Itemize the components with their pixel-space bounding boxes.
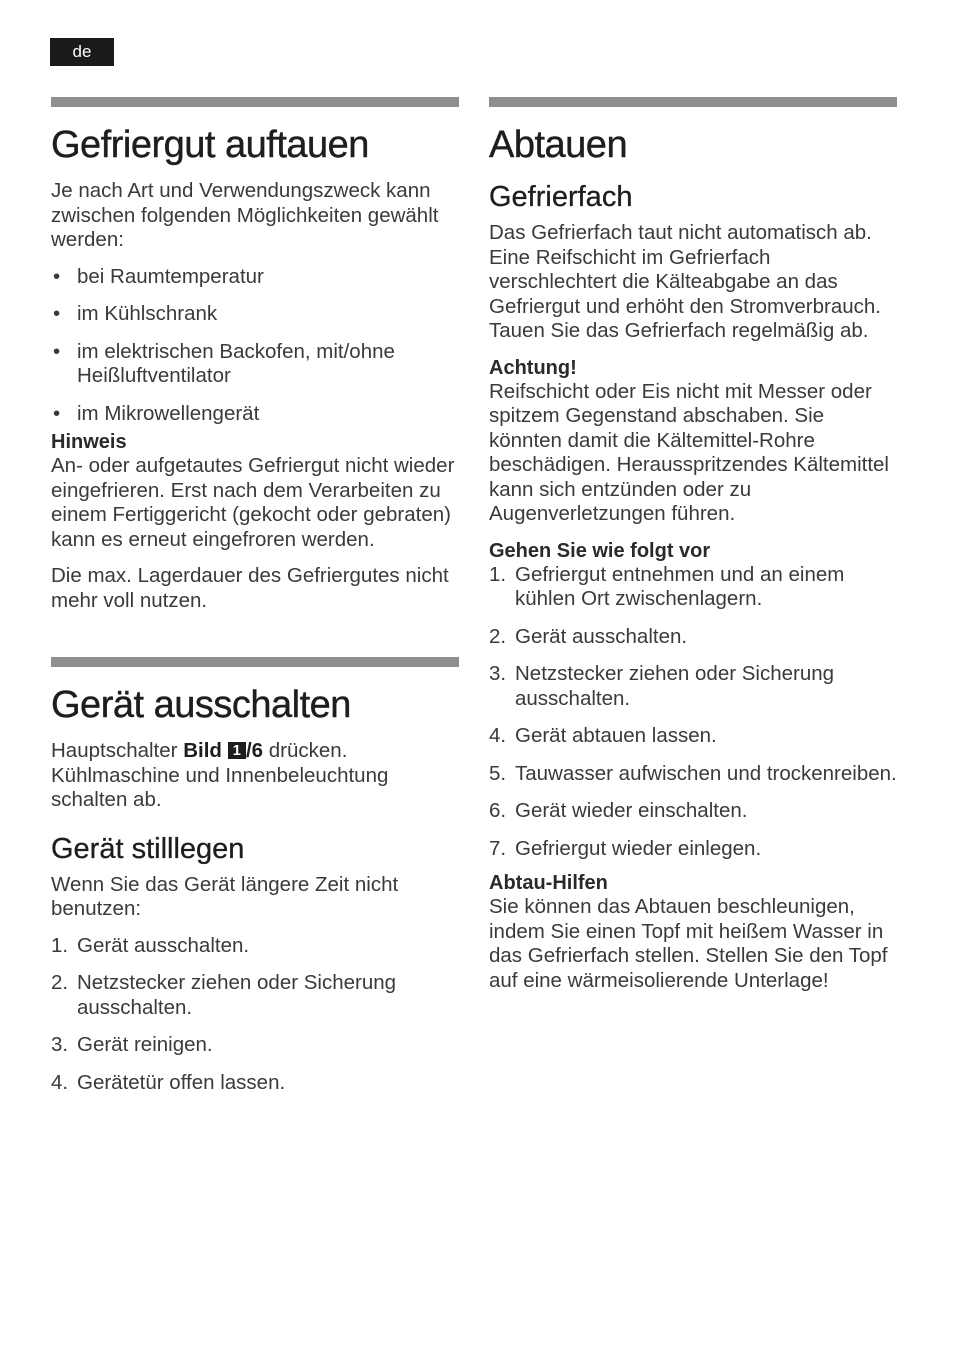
list-item: 7. Gefriergut wieder einlegen.	[489, 836, 762, 860]
defrost-steps-list	[489, 563, 897, 862]
shutdown-intro: Wenn Sie das Gerät längere Zeit nicht benutzen:	[51, 872, 399, 920]
list-item: 1. Gerät ausschalten.	[51, 933, 250, 957]
list-item: 1. Gefriergut entnehmen und an einem kühlen Ort zwischenlagern.	[489, 562, 845, 610]
defrost-title: Abtauen	[489, 124, 628, 166]
freezer-text: Das Gefrierfach taut nicht automatisch ab. Eine Reifschicht im Gefrierfach verschlechtert die Kälteabgabe an das Gefriergut und erhöht den Stromverbrauch. Tauen Sie das Gefrierfach regelmäßig ab.	[489, 221, 881, 342]
right-column	[489, 97, 897, 1005]
list-item: 5. Tauwasser aufwischen und trockenreiben.	[489, 761, 897, 785]
switch-off-text: Hauptschalter Bild 1 /6 drücken. Kühlmaschine und Innenbeleuchtung schalten ab.	[51, 739, 389, 811]
aids-text: Sie können das Abtauen beschleunigen, indem Sie einen Topf mit heißem Wasser in das Gefrierfach stellen. Stellen Sie den Topf auf eine wärmeisolierende Unterlage!	[489, 895, 888, 992]
language-tag: de	[50, 38, 114, 66]
list-item: 4. Gerät abtauen lassen.	[489, 724, 717, 747]
list-item: 3. Netzstecker ziehen oder Sicherung ausschalten.	[489, 662, 835, 710]
thaw-intro: Je nach Art und Verwendungszweck kann zwischen folgenden Möglichkeiten gewählt werden:	[51, 179, 439, 251]
bullet-icon: •	[53, 264, 61, 288]
switch-off-title: Gerät ausschalten	[51, 684, 351, 726]
list-item: 2. Gerät ausschalten.	[489, 624, 688, 648]
freezer-title: Gefrierfach	[489, 181, 633, 213]
shutdown-steps-list	[51, 934, 459, 1096]
bullet-icon: •	[53, 302, 61, 325]
figure-number-badge: 1	[228, 742, 246, 759]
shutdown-title: Gerät stilllegen	[51, 832, 245, 865]
list-item: • im Kühlschrank	[53, 302, 218, 325]
list-item: • im elektrischen Backofen, mit/ohne Heißluftventilator	[53, 339, 395, 387]
list-item: 6. Gerät wieder einschalten.	[489, 799, 748, 822]
storage-text: Die max. Lagerdauer des Gefriergutes nicht mehr voll nutzen.	[51, 564, 449, 612]
aids-heading: Abtau-Hilfen	[489, 872, 608, 894]
list-item: 2. Netzstecker ziehen oder Sicherung ausschalten.	[51, 971, 397, 1019]
figure-reference: Bild 1 /6	[183, 739, 264, 762]
warning-heading: Achtung!	[489, 356, 577, 379]
procedure-heading: Gehen Sie wie folgt vor	[489, 539, 711, 562]
list-item: 4. Gerätetür offen lassen.	[51, 1070, 286, 1094]
list-item: • bei Raumtemperatur	[53, 264, 264, 288]
list-item: • im Mikrowellengerät	[53, 401, 260, 425]
note-text: An- oder aufgetautes Gefriergut nicht wieder eingefrieren. Erst nach dem Verarbeiten zu einem Fertiggericht (gekocht oder gebraten) kann es erneut eingefroren werden.	[51, 454, 455, 551]
warning-text: Reifschicht oder Eis nicht mit Messer oder spitzem Gegenstand abschaben. Sie könnten damit die Kältemittel-Rohre beschädigen. Herausspritzendes Kältemittel kann sich entzünden oder zu Augenverletzungen führen.	[489, 379, 889, 525]
bullet-icon: •	[53, 401, 61, 425]
left-column	[51, 97, 459, 1108]
section-divider	[51, 97, 459, 107]
section-divider	[489, 97, 897, 107]
note-heading: Hinweis	[51, 431, 127, 453]
thaw-options-list	[51, 265, 459, 427]
bullet-icon: •	[53, 339, 61, 363]
list-item: 3. Gerät reinigen.	[51, 1033, 213, 1056]
thaw-title: Gefriergut auftauen	[51, 124, 369, 166]
section-divider	[51, 657, 459, 667]
